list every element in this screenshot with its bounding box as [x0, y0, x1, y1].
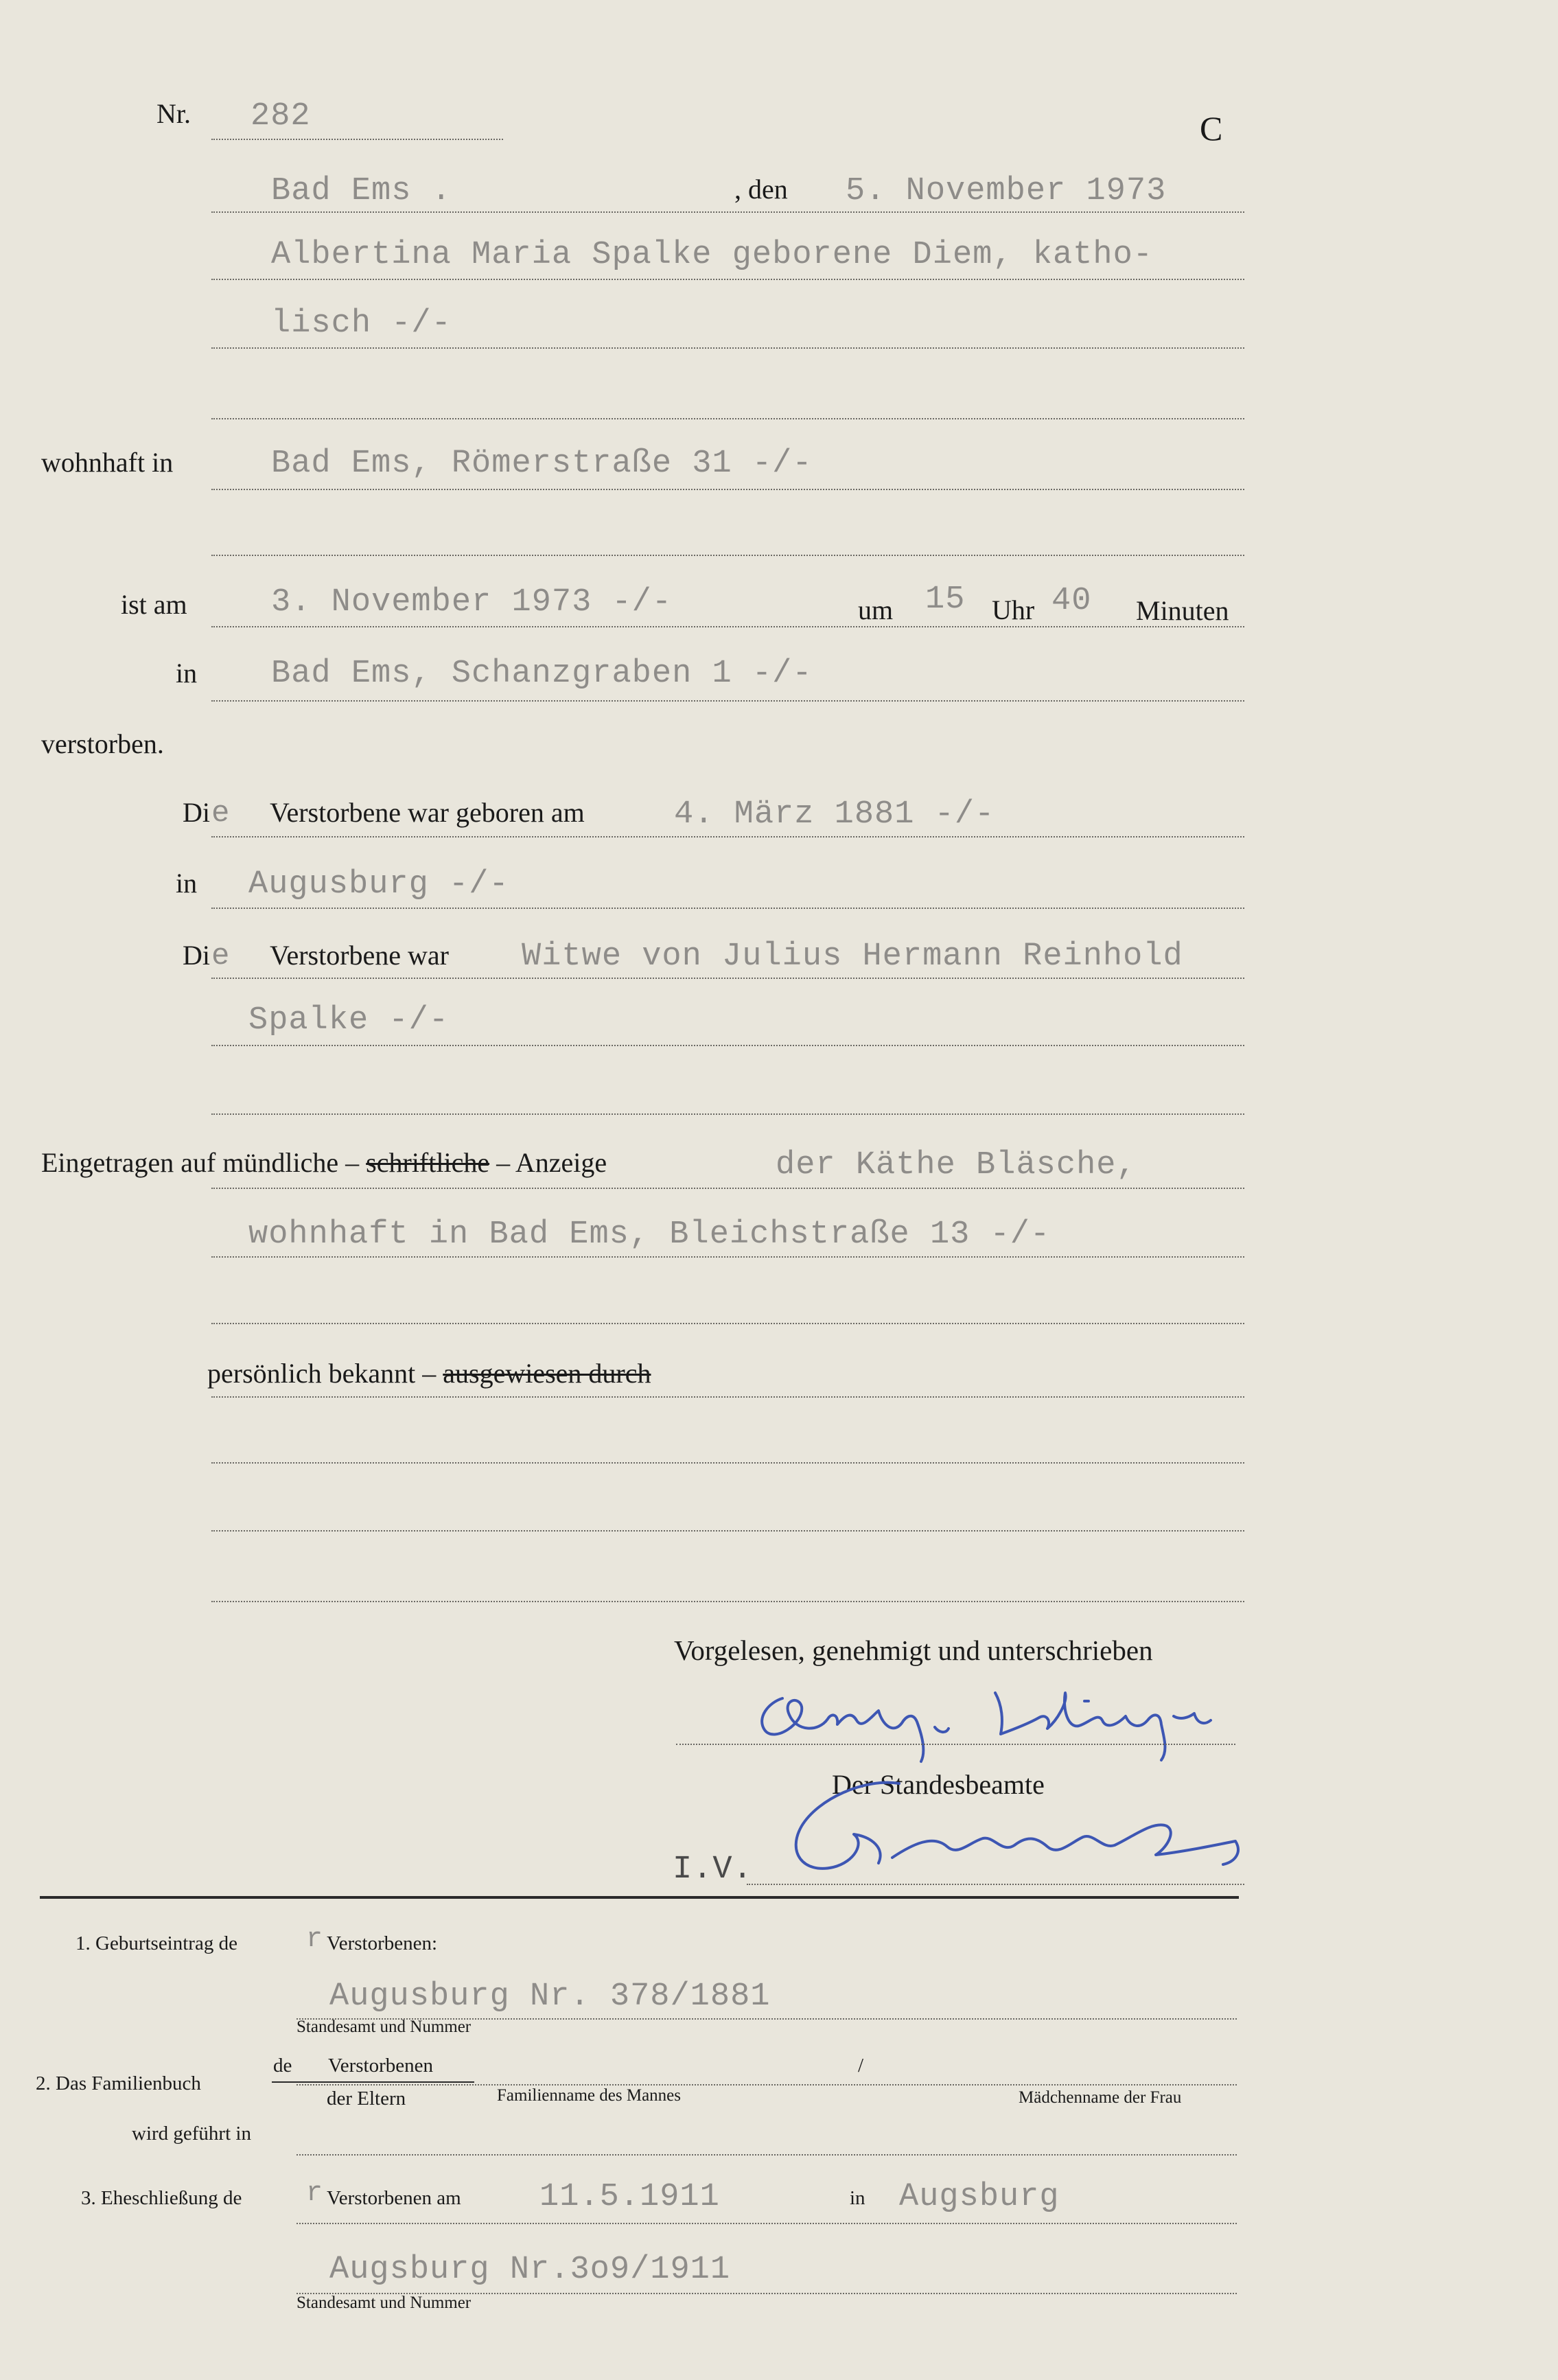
- status-line1: [211, 978, 1244, 979]
- registration-label-suffix: – Anzeige: [496, 1147, 607, 1178]
- death-date-label: ist am: [121, 589, 187, 620]
- registrar-title: Der Standesbeamte: [832, 1769, 1045, 1800]
- item3-caption: Standesamt und Nummer: [297, 2294, 472, 2312]
- person-line1: [211, 279, 1244, 280]
- birth-die-prefix: Di: [183, 797, 210, 828]
- registrar-signature-line: [747, 1884, 1244, 1885]
- registration-line1: [211, 1188, 1244, 1189]
- um-label: um: [858, 594, 894, 625]
- item3-in: in: [850, 2187, 865, 2209]
- declarant-signature: [741, 1675, 1249, 1771]
- death-in-label: in: [176, 658, 198, 689]
- verstorben-label: verstorben.: [41, 728, 164, 759]
- person-name-line1: Albertina Maria Spalke geborene Diem, katho-: [271, 237, 1154, 273]
- status-value-line2: Spalke -/-: [248, 1002, 450, 1039]
- approval-text: Vorgelesen, genehmigt und unterschrieben: [674, 1634, 1153, 1666]
- birth-label: Verstorbene war geboren am: [270, 797, 585, 828]
- item2-label: 2. Das Familienbuch: [36, 2072, 201, 2094]
- iv-label: I.V.: [673, 1851, 753, 1888]
- status-value-line1: Witwe von Julius Hermann Reinhold: [522, 938, 1183, 975]
- status-die-suffix: e: [211, 939, 231, 973]
- birth-date-value: 4. März 1881 -/-: [674, 796, 995, 833]
- item3-date: 11.5.1911: [539, 2179, 720, 2215]
- item2-eltern: der Eltern: [327, 2088, 406, 2110]
- declarant-signature-line: [676, 1744, 1235, 1745]
- item1-label-a: 1. Geburtseintrag de: [75, 1932, 237, 1954]
- identity-prefix: persönlich bekannt –: [207, 1358, 437, 1389]
- footer-divider: [40, 1896, 1239, 1899]
- residence-line2: [211, 555, 1244, 556]
- item2-slash: /: [858, 2055, 864, 2077]
- item3-insert: r: [306, 2178, 324, 2209]
- nr-value: 282: [251, 98, 311, 135]
- item3-line1: [297, 2223, 1237, 2224]
- item3-label-a: 3. Eheschließung de: [81, 2187, 242, 2209]
- registration-label: [41, 1149, 607, 1177]
- minuten-label: Minuten: [1136, 595, 1229, 626]
- item1-insert: r: [306, 1924, 324, 1955]
- informant-line2: wohnhaft in Bad Ems, Bleichstraße 13 -/-: [248, 1216, 1051, 1253]
- death-place-value: Bad Ems, Schanzgraben 1 -/-: [271, 656, 813, 692]
- death-minutes: 40: [1051, 583, 1092, 619]
- item2-verstorbenen: Verstorbenen: [328, 2055, 434, 2077]
- status-label: Verstorbene war: [270, 940, 449, 971]
- item2-fraction-bar: [272, 2081, 474, 2083]
- identity-line1: [211, 1396, 1244, 1398]
- nr-label: Nr.: [156, 98, 191, 129]
- form-letter: C: [1200, 109, 1223, 148]
- item1-label-b: Verstorbenen:: [327, 1932, 438, 1954]
- item1-value: Augusburg Nr. 378/1881: [329, 1978, 771, 2015]
- date-value: 5. November 1973: [846, 173, 1167, 209]
- residence-line1: [211, 489, 1244, 490]
- identity-struck: ausgewiesen durch: [443, 1358, 651, 1389]
- item3-label-b: Verstorbenen am: [327, 2187, 461, 2209]
- item2-line2: [297, 2154, 1237, 2156]
- identity-line3: [211, 1530, 1244, 1532]
- place-value: Bad Ems .: [271, 173, 452, 209]
- status-line3: [211, 1113, 1244, 1115]
- residence-label: wohnhaft in: [41, 447, 174, 478]
- item3-place: Augsburg: [899, 2179, 1060, 2215]
- registration-label-prefix: Eingetragen auf mündliche –: [41, 1147, 360, 1178]
- status-line2: [211, 1045, 1244, 1046]
- item2-label-b: wird geführt in: [132, 2123, 251, 2145]
- identity-line2: [211, 1462, 1244, 1464]
- death-date-line: [211, 626, 1244, 627]
- identity-line4: [211, 1601, 1244, 1602]
- person-line2: [211, 347, 1244, 349]
- person-name-line2: lisch -/-: [271, 305, 452, 342]
- place-date-line: [211, 211, 1244, 213]
- item3-registry: Augsburg Nr.3o9/1911: [329, 2252, 731, 2288]
- birth-date-line: [211, 836, 1244, 837]
- item2-caption-mann: Familienname des Mannes: [497, 2086, 681, 2105]
- informant-line1: der Käthe Bläsche,: [776, 1147, 1137, 1183]
- birth-place-line: [211, 908, 1244, 909]
- registrar-signature: [762, 1771, 1270, 1888]
- person-line3: [211, 418, 1244, 419]
- registration-label-struck: schriftliche: [366, 1147, 490, 1178]
- birth-in-label: in: [176, 868, 198, 899]
- nr-line: [211, 139, 503, 140]
- death-hour: 15: [925, 581, 966, 618]
- item2-line1: [297, 2084, 1237, 2086]
- item1-caption: Standesamt und Nummer: [297, 2018, 472, 2036]
- status-die-prefix: Di: [183, 940, 210, 971]
- residence-value: Bad Ems, Römerstraße 31 -/-: [271, 446, 813, 482]
- death-date-value: 3. November 1973 -/-: [271, 584, 673, 621]
- uhr-label: Uhr: [992, 594, 1035, 625]
- item2-de: de: [273, 2055, 292, 2077]
- den-label: , den: [734, 174, 788, 205]
- birth-place-value: Augusburg -/-: [248, 866, 509, 903]
- registration-line3: [211, 1323, 1244, 1324]
- identity-label: [207, 1360, 651, 1387]
- registration-line2: [211, 1256, 1244, 1258]
- death-place-line: [211, 700, 1244, 702]
- item2-caption-frau: Mädchenname der Frau: [1019, 2088, 1182, 2107]
- birth-die-suffix: e: [211, 796, 231, 831]
